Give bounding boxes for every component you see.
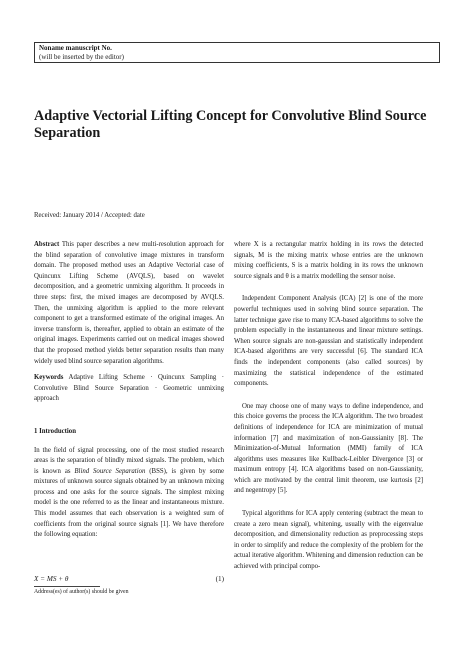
right-paragraph-2: Independent Component Analysis (ICA) [2] is one of the more powerful techniques used in solving blind source separation. The latter technique gave rise to many ICA-based algorithms to solve the problem especially in the instantaneous and linear mixture settings. When source signals are non-gaussian and statistically independent ICA-based algorithms are very successful [6]. The standard ICA finds the independent components (also called sources) by maximizing the statistical independence of the estimated components. xyxy=(234,295,423,388)
received-date: Received: January 2014 / Accepted: date xyxy=(34,212,145,219)
editor-note: (will be inserted by the editor) xyxy=(39,53,124,61)
right-column xyxy=(234,240,423,573)
equation-body: X = MS + θ xyxy=(34,575,69,583)
footnote-rule xyxy=(34,586,100,587)
equation-number: (1) xyxy=(215,575,224,583)
right-paragraph-4: Typical algorithms for ICA apply centering (subtract the mean to create a zero mean signal), whitening, usually with the eigenvalue decomposition, and dimensionality reduction as preprocessing steps in order to simplify and reduce the complexity of the problem for the actual iterative algorithm. Whitening and dimension reduction can be achieved with principal compo- xyxy=(234,510,423,571)
left-column xyxy=(34,240,224,541)
abstract-text: This paper describes a new multi-resolution approach for the blind separation of convolutive image mixtures in transform domain. The proposed method uses an Adaptive Vectorial case of Quincunx Lifting Scheme (AVQLS), based on wavelet decomposition, and a geometric unmixing algorithm. It proceeds in three steps: first, the mixed images are decomposed by AVQLS. Then, the unmixing algorithm is applied to the more relevant component to get a transformed estimate of the original images. An inverse transform is, thereafter, applied to obtain an estimate of the original images. Experiments carried out on medical images showed that the proposed method yields better separation results than many widely used blind source separation algorithms. xyxy=(34,241,225,365)
right-paragraph-3: One may choose one of many ways to define independence, and this choice governs the process the ICA algorithm. The two broadest definitions of independence for ICA are minimization of mutual information [7] and maximization of non-Gaussianity [8]. The Minimization-of-Mutual Information (MMI) family of ICA algorithms uses measures like Kullback-Leibler Divergence [3] or maximum entropy [4]. ICA algorithms based on non-Gaussianity, which are motivated by the central limit theorem, use kurtosis [2] and negentropy [5]. xyxy=(234,402,423,495)
manuscript-number: Noname manuscript No. xyxy=(39,44,112,52)
paper-title: Adaptive Vectorial Lifting Concept for Convolutive Blind Source Separation xyxy=(34,108,427,141)
section-heading-introduction: 1 Introduction xyxy=(34,427,76,435)
abstract xyxy=(34,240,224,367)
intro-paragraph: In the field of signal processing, one of the most studied research areas is the separation of blindly mixed signals. The problem, which is known as Blind Source Separation (BSS), is given by some mixtures of unknown source signals obtained by an unknown mixing process and one asks for the source signals. The simplest mixing model is the one referred to as the linear and instantaneous mixture. This model assumes that each observation is a weighted sum of coefficients from the original source signals [1]. We have therefore the following equation: xyxy=(34,446,224,539)
keywords-text: Adaptive Lifting Scheme · Quincunx Sampling · Convolutive Blind Source Separation · Geometric unmixing approach xyxy=(34,374,224,403)
right-paragraph-1: where X is a rectangular matrix holding in its rows the detected signals, M is the mixing matrix whose entries are the unknown mixing coefficients, S is a matrix holding in its rows the unknown source signals and θ is a matrix modelling the sensor noise. xyxy=(234,241,423,280)
manuscript-number-box xyxy=(34,42,440,63)
abstract-label: Abstract xyxy=(34,241,60,248)
keywords-label: Keywords xyxy=(34,374,64,382)
footnote: Address(es) of author(s) should be given xyxy=(34,589,129,595)
keywords xyxy=(34,373,224,405)
equation-1 xyxy=(34,575,224,583)
